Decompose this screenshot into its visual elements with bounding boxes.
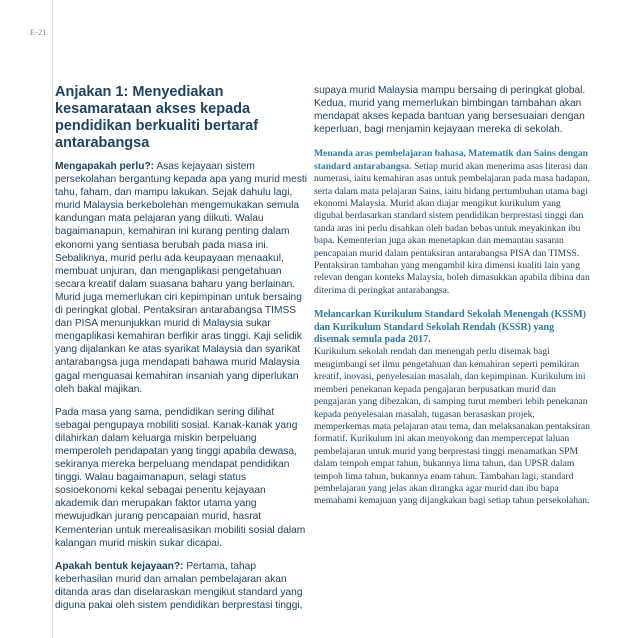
paragraph-what-success [55, 560, 309, 612]
what-success-text: Pertama, tahap keberhasilan murid dan amalan pembelajaran akan ditanda aras dan diselaraskan mengikut standard yang diguna pakai oleh sistem pendidikan berprestasi tinggi, [55, 560, 303, 611]
paragraph-social-mobility: Pada masa yang sama, pendidikan sering dilihat sebagai pengupaya mobiliti sosial. Kanak-kanak yang dilahirkan dalam keluarga miskin berpeluang memperoleh pendapatan yang tinggi apabila dewasa, sekiranya mereka berpeluang mendapat pendidikan tinggi. Walau bagaimanapun, selagi status sosioekonomi kekal sebagai penentu kejayaan akademik dan merupakan faktor utama yang mewujudkan jurang pencapaian murid, hasrat Kementerian untuk merealisasikan mobiliti sosial dalam kalangan murid miskin sukar dicapai. [55, 406, 306, 549]
paragraph-why-needed [55, 160, 309, 396]
curriculum-text: Kurikulum sekolah rendah dan menengah perlu disemak bagi mengimbangi set ilmu pengetahuan dan kemahiran seperti pemikiran kreatif, inovasi, penyelesaian masalah, dan kepimpinan. Kurikulum ini memberi penekanan kepada pengajaran berpusatkan murid dan pengajaran yang dibezakan, di samping turut memberi lebih penekanan kepada penyelesaian masalah, tugasan berasaskan projek, memperkemas mata pelajaran atau tema, dan melaksanakan pentaksiran formatif. Kurikulum ini akan menyokong dan mempercepat laluan pembelajaran untuk murid yang berprestasi tinggi menamatkan SPM dalam tempoh empat tahun, bukannya lima tahun, dan UPSR dalam tempoh lima tahun, bukannya enam tahun. Tambahan lagi, standard pembelajaran yang jelas akan dirangka agar murid dan ibu bapa memahami kemajuan yang dijangkakan bagi setiap tahun persekolahan. [314, 346, 590, 507]
right-column [314, 84, 590, 520]
what-success-label: Apakah bentuk kejayaan?: [55, 560, 184, 572]
section-title: Anjakan 1: Menyediakan kesamarataan akses kepada pendidikan berkualiti bertaraf antarabangsa [55, 84, 259, 151]
section-benchmarking [314, 148, 590, 297]
benchmarking-heading: Menanda aras pembelajaran bahasa, Matematik dan Sains dengan standard antarabangsa. [314, 148, 588, 172]
why-needed-label: Mengapakah perlu?: [55, 161, 155, 172]
why-needed-text: Asas kejayaan sistem persekolahan bergantung kepada apa yang murid mesti tahu, faham, dan mampu lakukan. Sejak dahulu lagi, murid Malaysia berkebolehan mengemukakan semula kandungan mata pelajaran yang diikuti. Walau bagaimanapun, kemahiran ini kurang penting dalam ekonomi yang sentiasa berubah pada masa ini. Sebaliknya, murid perlu ada keupayaan menaakul, membuat unjuran, dan mengaplikasi pengetahuan secara kreatif dalam suasana baharu yang berlainan. Murid juga memerlukan ciri kepimpinan untuk bersaing di peringkat global. Pentaksiran antarabangsa TIMSS dan PISA menunjukkan murid di Malaysia sukar mengaplikasi kemahiran berfikir aras tinggi. Kaji selidik yang dijalankan ke atas syarikat Malaysia dan syarikat antarabangsa juga mendapati bahawa murid Malaysia gagal menguasai kemahiran insaniah yang diperlukan oleh bakal majikan. [55, 161, 308, 395]
benchmarking-text: Setiap murid akan menerima asas literasi dan numerasi, iaitu kemahiran asas untuk pembelajaran pada masa hadapan, serta dalam mata pelajaran Sains, iaitu bidang pertumbuhan utama bagi ekonomi Malaysia. Murid akan diajar mengikut kurikulum yang digubal berdasarkan standard sistem pendidikan berprestasi tinggi dan tanda aras ini perlu disahkan oleh badan bebas untuk meyakinkan ibu bapa. Kementerian juga akan menetapkan dan memantau sasaran pencapaian murid dalam pentaksiran antarabangsa PISA dan TIMSS. Pentaksiran tambahan yang mengambil kira dimensi kualiti lain yang relevan dengan konteks Malaysia, boleh dimasukkan apabila dibina dan diterima di peringkat antarabangsa. [314, 160, 590, 296]
paragraph-continued: supaya murid Malaysia mampu bersaing di peringkat global. Kedua, murid yang memerlukan bimbingan tambahan akan mendapat akses kepada bantuan yang bersesuaian dengan keperluan, bagi menjamin kejayaan mereka di sekolah. [314, 85, 586, 136]
left-column [55, 84, 309, 622]
gutter-divider [52, 0, 53, 638]
page-number: E-21 [30, 28, 47, 37]
curriculum-heading: Melancarkan Kurikulum Standard Sekolah Menengah (KSSM) dan Kurikulum Standard Sekolah Rendah (KSSR) yang disemak semula pada 2017. [314, 309, 586, 346]
